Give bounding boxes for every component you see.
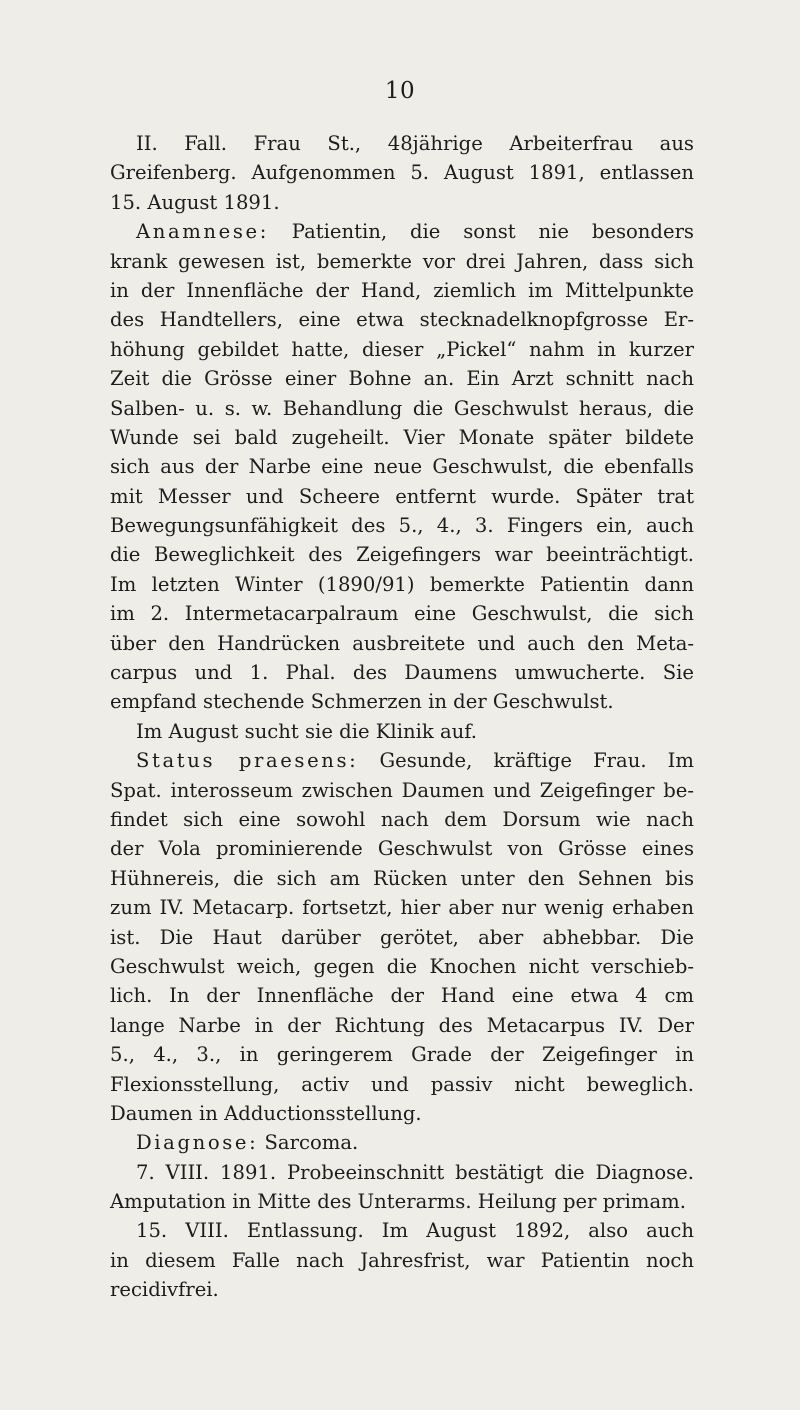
- document-body: [110, 129, 694, 1305]
- line-text: lange Narbe in der Richtung des Metacarpus IV. Der: [110, 1013, 694, 1037]
- text-line: [110, 599, 694, 628]
- text-line: [110, 1275, 694, 1304]
- text-line: [110, 423, 694, 452]
- text-line: [110, 364, 694, 393]
- text-line: [110, 776, 694, 805]
- line-text: Zeit die Grösse einer Bohne an. Ein Arzt schnitt nach: [110, 367, 694, 391]
- text-line: [110, 746, 694, 775]
- line-text: der Vola prominierende Geschwulst von Grösse eines: [110, 837, 694, 861]
- line-text: empfand stechende Schmerzen in der Geschwulst.: [110, 690, 614, 714]
- text-line: [110, 482, 694, 511]
- line-text: Spat. interosseum zwischen Daumen und Zeigefinger be-: [110, 778, 694, 802]
- line-text: über den Handrücken ausbreitete und auch den Meta-: [110, 631, 694, 655]
- text-line: [110, 1128, 694, 1157]
- text-line: [110, 805, 694, 834]
- line-text: Patientin, die sonst nie besonders: [268, 220, 694, 244]
- paragraph-anamnese: [110, 217, 694, 717]
- line-text: 5., 4., 3., in geringerem Grade der Zeigefinger in: [110, 1043, 694, 1067]
- line-text: in der Innenfläche der Hand, ziemlich im Mittelpunkte: [110, 278, 694, 302]
- paragraph-case-header: [110, 129, 694, 217]
- text-line: [110, 1158, 694, 1187]
- text-line: [110, 335, 694, 364]
- page-number: 10: [384, 78, 416, 104]
- line-text: lich. In der Innenfläche der Hand eine etwa 4 cm: [110, 984, 694, 1008]
- paragraph-discharge: [110, 1216, 694, 1304]
- line-text: krank gewesen ist, bemerkte vor drei Jahren, dass sich: [110, 249, 694, 273]
- text-line: [110, 511, 694, 540]
- line-text: 7. VIII. 1891. Probeeinschnitt bestätigt die Diagnose.: [136, 1160, 694, 1184]
- line-text: Salben- u. s. w. Behandlung die Geschwulst heraus, die: [110, 396, 694, 420]
- paragraph-diagnose: [110, 1128, 694, 1157]
- line-text: Im letzten Winter (1890/91) bemerkte Patientin dann: [110, 572, 694, 596]
- text-line: [110, 834, 694, 863]
- text-line: [110, 893, 694, 922]
- line-text: in diesem Falle nach Jahresfrist, war Patientin noch: [110, 1248, 694, 1272]
- paragraph-status-praesens: [110, 746, 694, 1128]
- text-line: [110, 305, 694, 334]
- line-text: recidivfrei.: [110, 1278, 219, 1302]
- text-line: [110, 1246, 694, 1275]
- text-line: [110, 1216, 694, 1245]
- text-line: [110, 129, 694, 158]
- text-line: [110, 1040, 694, 1069]
- line-text: ist. Die Haut darüber gerötet, aber abhebbar. Die: [110, 925, 694, 949]
- text-line: [110, 687, 694, 716]
- text-line: [110, 570, 694, 599]
- text-line: [110, 952, 694, 981]
- line-text: findet sich eine sowohl nach dem Dorsum wie nach: [110, 807, 694, 831]
- text-line: [110, 188, 694, 217]
- text-line: [110, 629, 694, 658]
- line-text: II. Fall. Frau St., 48jährige Arbeiterfrau aus: [136, 132, 694, 155]
- section-label: Diagnose:: [136, 1131, 259, 1155]
- line-text: sich aus der Narbe eine neue Geschwulst, die ebenfalls: [110, 455, 694, 479]
- line-text: Amputation in Mitte des Unterarms. Heilung per primam.: [110, 1190, 686, 1214]
- line-text: Sarcoma.: [258, 1131, 359, 1155]
- text-line: [110, 864, 694, 893]
- text-line: [110, 658, 694, 687]
- line-text: carpus und 1. Phal. des Daumens umwucherte. Sie: [110, 661, 694, 685]
- text-line: [110, 717, 694, 746]
- text-line: [110, 981, 694, 1010]
- line-text: Daumen in Adductionsstellung.: [110, 1101, 422, 1125]
- text-line: [110, 1099, 694, 1128]
- section-label: Status praesens:: [136, 749, 359, 773]
- line-text: zum IV. Metacarp. fortsetzt, hier aber nur wenig erhaben: [110, 896, 694, 920]
- paragraph-admission: [110, 717, 694, 746]
- text-line: [110, 1070, 694, 1099]
- text-line: [110, 158, 694, 187]
- line-text: höhung gebildet hatte, dieser „Pickel“ nahm in kurzer: [110, 337, 694, 361]
- line-text: Flexionsstellung, activ und passiv nicht beweglich.: [110, 1072, 694, 1096]
- line-text: Im August sucht sie die Klinik auf.: [136, 719, 478, 743]
- line-text: Hühnereis, die sich am Rücken unter den Sehnen bis: [110, 866, 694, 890]
- text-line: [110, 452, 694, 481]
- line-text: des Handtellers, eine etwa stecknadelknopfgrosse Er-: [110, 308, 694, 332]
- section-label: Anamnese:: [136, 220, 269, 244]
- line-text: 15. VIII. Entlassung. Im August 1892, also auch: [136, 1219, 694, 1243]
- line-text: 15. August 1891.: [110, 190, 280, 214]
- text-line: [110, 540, 694, 569]
- line-text: Geschwulst weich, gegen die Knochen nicht verschieb-: [110, 954, 694, 978]
- line-text: mit Messer und Scheere entfernt wurde. Später trat: [110, 484, 694, 508]
- text-line: [110, 394, 694, 423]
- line-text: Bewegungsunfähigkeit des 5., 4., 3. Fingers ein, auch: [110, 514, 694, 538]
- text-line: [110, 217, 694, 246]
- line-text: im 2. Intermetacarpalraum eine Geschwulst, die sich: [110, 602, 694, 626]
- text-line: [110, 923, 694, 952]
- line-text: Gesunde, kräftige Frau. Im: [358, 749, 694, 773]
- line-text: Wunde sei bald zugeheilt. Vier Monate später bildete: [110, 425, 694, 449]
- line-text: Greifenberg. Aufgenommen 5. August 1891, entlassen: [110, 161, 694, 185]
- line-text: die Beweglichkeit des Zeigefingers war beeinträchtigt.: [110, 543, 694, 567]
- paragraph-operation: [110, 1158, 694, 1217]
- text-line: [110, 1011, 694, 1040]
- text-line: [110, 276, 694, 305]
- text-line: [110, 1187, 694, 1216]
- text-line: [110, 247, 694, 276]
